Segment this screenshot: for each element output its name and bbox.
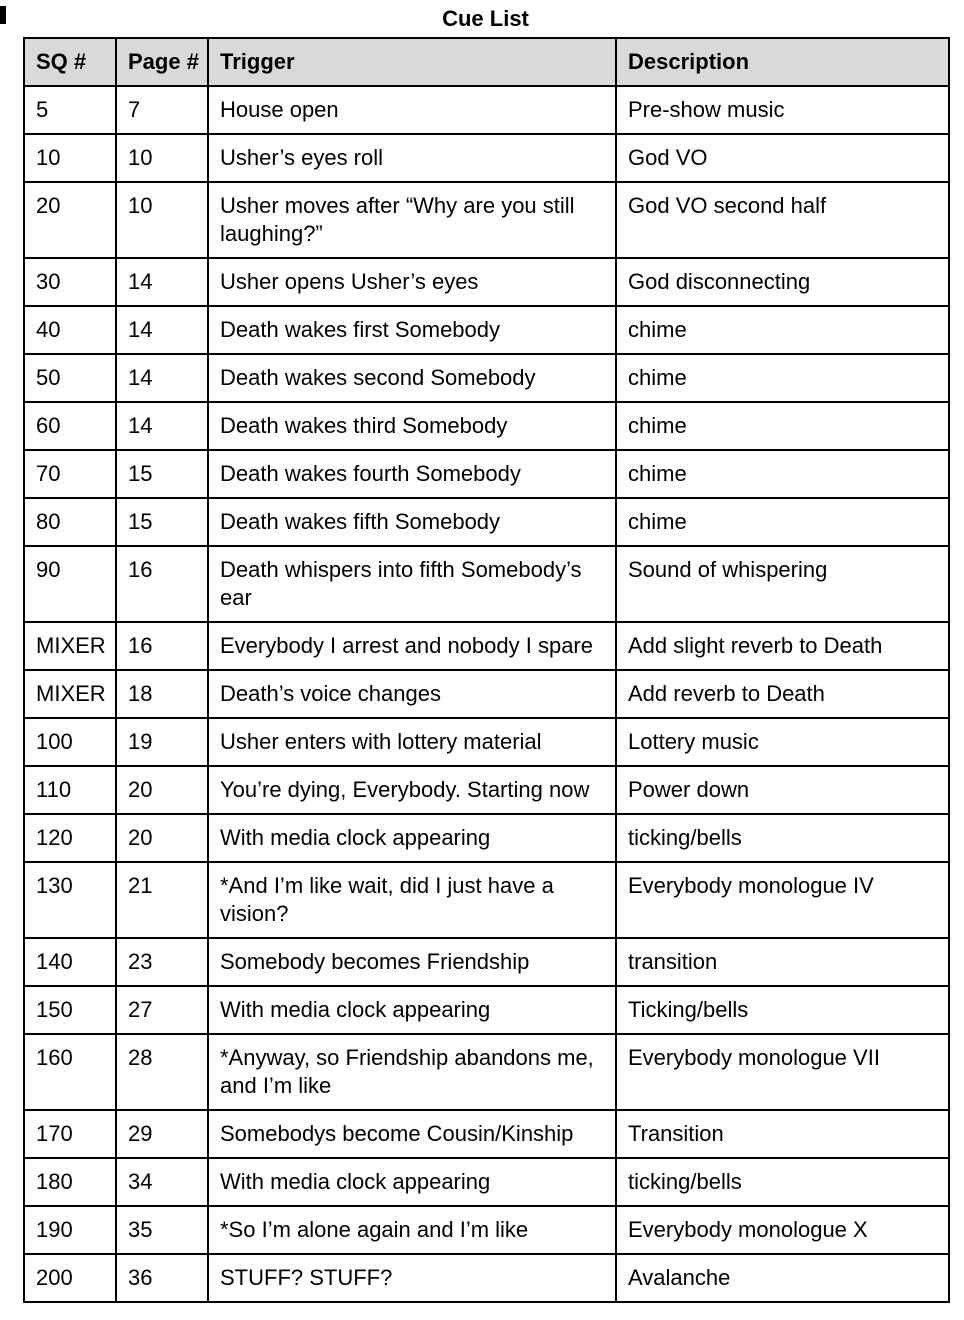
corner-artifact-mark xyxy=(0,6,6,24)
cell-sq: 40 xyxy=(24,306,116,354)
table-row xyxy=(24,862,949,938)
cue-list-table xyxy=(23,37,950,1303)
cell-description: chime xyxy=(616,354,949,402)
table-row xyxy=(24,670,949,718)
cell-page: 14 xyxy=(116,258,208,306)
cell-description: Add reverb to Death xyxy=(616,670,949,718)
cell-page: 20 xyxy=(116,814,208,862)
cell-page: 34 xyxy=(116,1158,208,1206)
cell-page: 19 xyxy=(116,718,208,766)
cell-trigger: Somebodys become Cousin/Kinship xyxy=(208,1110,616,1158)
table-row xyxy=(24,546,949,622)
cell-trigger: STUFF? STUFF? xyxy=(208,1254,616,1302)
table-row xyxy=(24,938,949,986)
table-row xyxy=(24,718,949,766)
cell-description: Everybody monologue X xyxy=(616,1206,949,1254)
cell-page: 36 xyxy=(116,1254,208,1302)
cell-description: ticking/bells xyxy=(616,814,949,862)
cell-description: Power down xyxy=(616,766,949,814)
table-row xyxy=(24,306,949,354)
table-row xyxy=(24,1254,949,1302)
column-header-description: Description xyxy=(616,38,949,86)
table-row xyxy=(24,134,949,182)
cell-description: Sound of whispering xyxy=(616,546,949,622)
cell-sq: 60 xyxy=(24,402,116,450)
cell-trigger: Death wakes fourth Somebody xyxy=(208,450,616,498)
cell-trigger: Usher’s eyes roll xyxy=(208,134,616,182)
column-header-trigger: Trigger xyxy=(208,38,616,86)
cell-sq: 170 xyxy=(24,1110,116,1158)
table-row xyxy=(24,354,949,402)
table-row xyxy=(24,1206,949,1254)
cell-page: 23 xyxy=(116,938,208,986)
cell-sq: 80 xyxy=(24,498,116,546)
cell-description: God VO xyxy=(616,134,949,182)
table-row xyxy=(24,622,949,670)
cell-description: chime xyxy=(616,402,949,450)
cell-trigger: *So I’m alone again and I’m like xyxy=(208,1206,616,1254)
column-header-page: Page # xyxy=(116,38,208,86)
table-row xyxy=(24,766,949,814)
cell-description: God VO second half xyxy=(616,182,949,258)
cell-trigger: Death’s voice changes xyxy=(208,670,616,718)
cell-trigger: Usher moves after “Why are you still laughing?” xyxy=(208,182,616,258)
cell-sq: 190 xyxy=(24,1206,116,1254)
cell-sq: 120 xyxy=(24,814,116,862)
cell-trigger: With media clock appearing xyxy=(208,814,616,862)
cell-page: 28 xyxy=(116,1034,208,1110)
cell-trigger: *Anyway, so Friendship abandons me, and I’m like xyxy=(208,1034,616,1110)
cell-sq: 180 xyxy=(24,1158,116,1206)
cell-sq: 30 xyxy=(24,258,116,306)
cell-trigger: Death wakes second Somebody xyxy=(208,354,616,402)
cell-trigger: Usher opens Usher’s eyes xyxy=(208,258,616,306)
cell-description: Avalanche xyxy=(616,1254,949,1302)
cell-description: Lottery music xyxy=(616,718,949,766)
cell-description: chime xyxy=(616,498,949,546)
cell-page: 15 xyxy=(116,498,208,546)
cell-sq: 100 xyxy=(24,718,116,766)
table-row xyxy=(24,1110,949,1158)
cell-page: 20 xyxy=(116,766,208,814)
cell-description: Ticking/bells xyxy=(616,986,949,1034)
cell-description: ticking/bells xyxy=(616,1158,949,1206)
cell-page: 10 xyxy=(116,134,208,182)
page-title: Cue List xyxy=(442,6,529,31)
cell-sq: 50 xyxy=(24,354,116,402)
cell-trigger: *And I’m like wait, did I just have a vision? xyxy=(208,862,616,938)
cell-page: 29 xyxy=(116,1110,208,1158)
table-row xyxy=(24,450,949,498)
cell-page: 15 xyxy=(116,450,208,498)
cell-sq: 160 xyxy=(24,1034,116,1110)
cell-trigger: Everybody I arrest and nobody I spare xyxy=(208,622,616,670)
cell-description: Pre-show music xyxy=(616,86,949,134)
cell-description: chime xyxy=(616,450,949,498)
cell-page: 27 xyxy=(116,986,208,1034)
cell-trigger: Death wakes third Somebody xyxy=(208,402,616,450)
table-row xyxy=(24,1158,949,1206)
cell-sq: 70 xyxy=(24,450,116,498)
cell-description: Add slight reverb to Death xyxy=(616,622,949,670)
cell-trigger: Death wakes fifth Somebody xyxy=(208,498,616,546)
cell-description: God disconnecting xyxy=(616,258,949,306)
cell-sq: MIXER xyxy=(24,622,116,670)
cell-trigger: You’re dying, Everybody. Starting now xyxy=(208,766,616,814)
cell-sq: 20 xyxy=(24,182,116,258)
cell-trigger: With media clock appearing xyxy=(208,1158,616,1206)
cell-page: 18 xyxy=(116,670,208,718)
table-row xyxy=(24,182,949,258)
cell-page: 7 xyxy=(116,86,208,134)
cell-trigger: Death whispers into fifth Somebody’s ear xyxy=(208,546,616,622)
table-row xyxy=(24,86,949,134)
cell-description: transition xyxy=(616,938,949,986)
cell-sq: 130 xyxy=(24,862,116,938)
cell-description: Transition xyxy=(616,1110,949,1158)
cell-page: 14 xyxy=(116,306,208,354)
header-row xyxy=(24,38,949,86)
cell-sq: 10 xyxy=(24,134,116,182)
cell-sq: 150 xyxy=(24,986,116,1034)
cell-sq: 140 xyxy=(24,938,116,986)
cell-description: chime xyxy=(616,306,949,354)
cell-trigger: Usher enters with lottery material xyxy=(208,718,616,766)
cell-page: 10 xyxy=(116,182,208,258)
table-row xyxy=(24,1034,949,1110)
table-row xyxy=(24,498,949,546)
cell-sq: 200 xyxy=(24,1254,116,1302)
table-row xyxy=(24,258,949,306)
cell-trigger: House open xyxy=(208,86,616,134)
cell-page: 35 xyxy=(116,1206,208,1254)
cell-trigger: With media clock appearing xyxy=(208,986,616,1034)
table-row xyxy=(24,402,949,450)
cell-page: 14 xyxy=(116,402,208,450)
table-row xyxy=(24,986,949,1034)
table-row xyxy=(24,814,949,862)
cell-sq: 90 xyxy=(24,546,116,622)
cell-sq: 5 xyxy=(24,86,116,134)
cell-page: 21 xyxy=(116,862,208,938)
cell-page: 14 xyxy=(116,354,208,402)
cell-sq: 110 xyxy=(24,766,116,814)
cell-description: Everybody monologue IV xyxy=(616,862,949,938)
cell-trigger: Somebody becomes Friendship xyxy=(208,938,616,986)
cell-trigger: Death wakes first Somebody xyxy=(208,306,616,354)
cell-description: Everybody monologue VII xyxy=(616,1034,949,1110)
cell-page: 16 xyxy=(116,546,208,622)
column-header-sq: SQ # xyxy=(24,38,116,86)
table-body xyxy=(24,86,949,1302)
cell-page: 16 xyxy=(116,622,208,670)
cell-sq: MIXER xyxy=(24,670,116,718)
